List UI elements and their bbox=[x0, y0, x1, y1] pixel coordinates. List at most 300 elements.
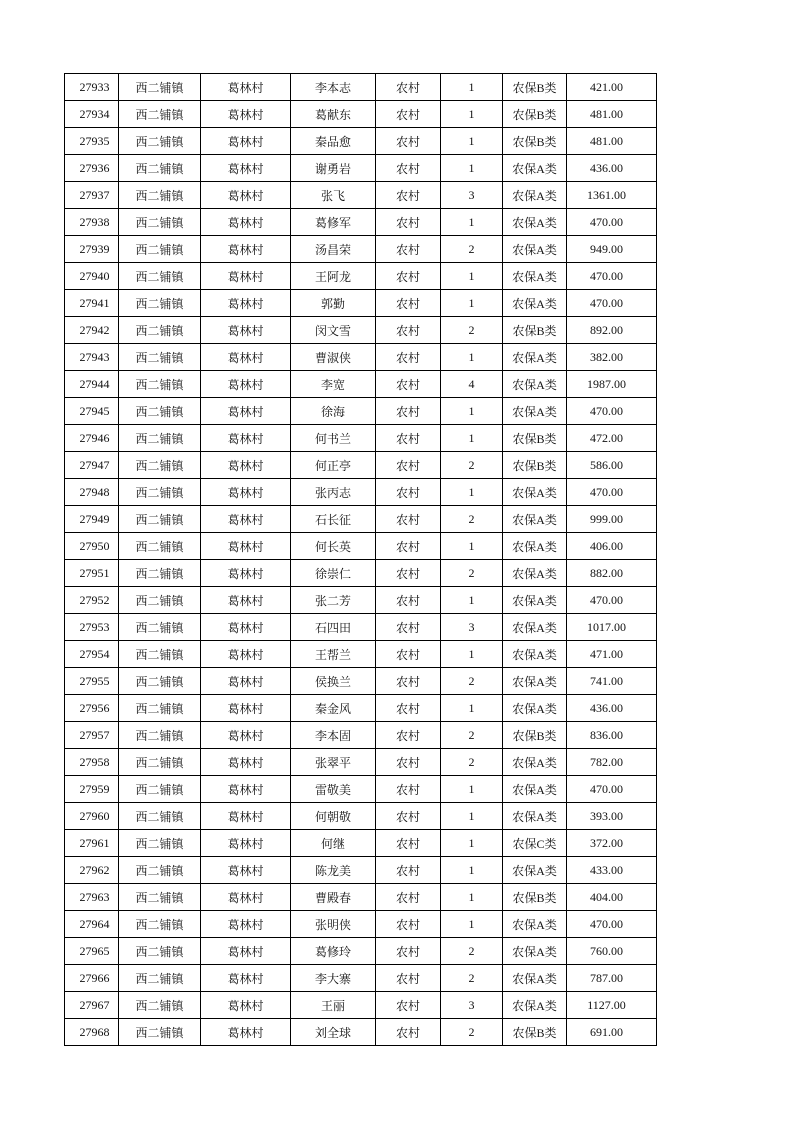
table-row bbox=[65, 398, 657, 425]
amount-cell: 1127.00 bbox=[567, 992, 657, 1019]
village-cell: 葛林村 bbox=[201, 614, 291, 641]
town-cell: 西二铺镇 bbox=[119, 236, 201, 263]
village-cell: 葛林村 bbox=[201, 965, 291, 992]
record-id-cell: 27933 bbox=[65, 74, 119, 101]
village-cell: 葛林村 bbox=[201, 74, 291, 101]
town-cell: 西二铺镇 bbox=[119, 506, 201, 533]
table-row bbox=[65, 857, 657, 884]
insurance-category-cell: 农保A类 bbox=[503, 560, 567, 587]
table-row bbox=[65, 506, 657, 533]
record-id-cell: 27952 bbox=[65, 587, 119, 614]
record-id-cell: 27947 bbox=[65, 452, 119, 479]
amount-cell: 470.00 bbox=[567, 290, 657, 317]
village-cell: 葛林村 bbox=[201, 182, 291, 209]
town-cell: 西二铺镇 bbox=[119, 263, 201, 290]
table-row bbox=[65, 695, 657, 722]
person-name-cell: 张丙志 bbox=[291, 479, 376, 506]
amount-cell: 421.00 bbox=[567, 74, 657, 101]
residence-type-cell: 农村 bbox=[376, 533, 441, 560]
record-id-cell: 27953 bbox=[65, 614, 119, 641]
amount-cell: 472.00 bbox=[567, 425, 657, 452]
village-cell: 葛林村 bbox=[201, 1019, 291, 1046]
person-name-cell: 葛修玲 bbox=[291, 938, 376, 965]
amount-cell: 470.00 bbox=[567, 263, 657, 290]
insurance-category-cell: 农保A类 bbox=[503, 641, 567, 668]
amount-cell: 393.00 bbox=[567, 803, 657, 830]
town-cell: 西二铺镇 bbox=[119, 452, 201, 479]
residence-type-cell: 农村 bbox=[376, 317, 441, 344]
residence-type-cell: 农村 bbox=[376, 695, 441, 722]
residence-type-cell: 农村 bbox=[376, 236, 441, 263]
person-name-cell: 秦金风 bbox=[291, 695, 376, 722]
village-cell: 葛林村 bbox=[201, 668, 291, 695]
person-count-cell: 2 bbox=[441, 965, 503, 992]
person-name-cell: 曹殿春 bbox=[291, 884, 376, 911]
village-cell: 葛林村 bbox=[201, 371, 291, 398]
insurance-category-cell: 农保A类 bbox=[503, 344, 567, 371]
record-id-cell: 27951 bbox=[65, 560, 119, 587]
record-id-cell: 27949 bbox=[65, 506, 119, 533]
insurance-category-cell: 农保A类 bbox=[503, 668, 567, 695]
person-name-cell: 葛修军 bbox=[291, 209, 376, 236]
residence-type-cell: 农村 bbox=[376, 74, 441, 101]
person-name-cell: 王帮兰 bbox=[291, 641, 376, 668]
residence-type-cell: 农村 bbox=[376, 938, 441, 965]
insurance-category-cell: 农保B类 bbox=[503, 74, 567, 101]
record-id-cell: 27938 bbox=[65, 209, 119, 236]
residence-type-cell: 农村 bbox=[376, 857, 441, 884]
residence-type-cell: 农村 bbox=[376, 452, 441, 479]
residence-type-cell: 农村 bbox=[376, 776, 441, 803]
amount-cell: 787.00 bbox=[567, 965, 657, 992]
record-id-cell: 27936 bbox=[65, 155, 119, 182]
residence-type-cell: 农村 bbox=[376, 803, 441, 830]
record-id-cell: 27937 bbox=[65, 182, 119, 209]
amount-cell: 471.00 bbox=[567, 641, 657, 668]
insurance-category-cell: 农保A类 bbox=[503, 749, 567, 776]
insurance-category-cell: 农保A类 bbox=[503, 290, 567, 317]
record-id-cell: 27958 bbox=[65, 749, 119, 776]
amount-cell: 481.00 bbox=[567, 128, 657, 155]
person-name-cell: 葛献东 bbox=[291, 101, 376, 128]
town-cell: 西二铺镇 bbox=[119, 614, 201, 641]
person-count-cell: 1 bbox=[441, 425, 503, 452]
amount-cell: 586.00 bbox=[567, 452, 657, 479]
insurance-category-cell: 农保A类 bbox=[503, 209, 567, 236]
table-row bbox=[65, 641, 657, 668]
person-name-cell: 李宽 bbox=[291, 371, 376, 398]
record-id-cell: 27945 bbox=[65, 398, 119, 425]
town-cell: 西二铺镇 bbox=[119, 344, 201, 371]
person-name-cell: 汤昌荣 bbox=[291, 236, 376, 263]
person-count-cell: 2 bbox=[441, 560, 503, 587]
residence-type-cell: 农村 bbox=[376, 128, 441, 155]
record-id-cell: 27964 bbox=[65, 911, 119, 938]
amount-cell: 760.00 bbox=[567, 938, 657, 965]
table-body bbox=[65, 74, 657, 1046]
person-count-cell: 1 bbox=[441, 911, 503, 938]
residence-type-cell: 农村 bbox=[376, 263, 441, 290]
town-cell: 西二铺镇 bbox=[119, 128, 201, 155]
person-name-cell: 王丽 bbox=[291, 992, 376, 1019]
person-name-cell: 李大寨 bbox=[291, 965, 376, 992]
table-row bbox=[65, 776, 657, 803]
person-name-cell: 张二芳 bbox=[291, 587, 376, 614]
amount-cell: 406.00 bbox=[567, 533, 657, 560]
insurance-category-cell: 农保A类 bbox=[503, 182, 567, 209]
insurance-category-cell: 农保A类 bbox=[503, 776, 567, 803]
person-count-cell: 2 bbox=[441, 722, 503, 749]
town-cell: 西二铺镇 bbox=[119, 668, 201, 695]
beneficiary-table bbox=[64, 73, 657, 1046]
village-cell: 葛林村 bbox=[201, 452, 291, 479]
insurance-category-cell: 农保A类 bbox=[503, 533, 567, 560]
person-count-cell: 2 bbox=[441, 452, 503, 479]
town-cell: 西二铺镇 bbox=[119, 641, 201, 668]
town-cell: 西二铺镇 bbox=[119, 290, 201, 317]
table-row bbox=[65, 1019, 657, 1046]
person-count-cell: 1 bbox=[441, 884, 503, 911]
person-count-cell: 2 bbox=[441, 749, 503, 776]
village-cell: 葛林村 bbox=[201, 506, 291, 533]
record-id-cell: 27944 bbox=[65, 371, 119, 398]
residence-type-cell: 农村 bbox=[376, 749, 441, 776]
town-cell: 西二铺镇 bbox=[119, 533, 201, 560]
town-cell: 西二铺镇 bbox=[119, 209, 201, 236]
residence-type-cell: 农村 bbox=[376, 614, 441, 641]
village-cell: 葛林村 bbox=[201, 425, 291, 452]
town-cell: 西二铺镇 bbox=[119, 101, 201, 128]
table-row bbox=[65, 938, 657, 965]
amount-cell: 436.00 bbox=[567, 155, 657, 182]
village-cell: 葛林村 bbox=[201, 101, 291, 128]
town-cell: 西二铺镇 bbox=[119, 425, 201, 452]
amount-cell: 1987.00 bbox=[567, 371, 657, 398]
person-count-cell: 4 bbox=[441, 371, 503, 398]
residence-type-cell: 农村 bbox=[376, 641, 441, 668]
town-cell: 西二铺镇 bbox=[119, 74, 201, 101]
table-row bbox=[65, 479, 657, 506]
person-name-cell: 何书兰 bbox=[291, 425, 376, 452]
town-cell: 西二铺镇 bbox=[119, 587, 201, 614]
insurance-category-cell: 农保A类 bbox=[503, 992, 567, 1019]
person-name-cell: 刘全球 bbox=[291, 1019, 376, 1046]
insurance-category-cell: 农保A类 bbox=[503, 614, 567, 641]
residence-type-cell: 农村 bbox=[376, 965, 441, 992]
person-count-cell: 1 bbox=[441, 398, 503, 425]
village-cell: 葛林村 bbox=[201, 641, 291, 668]
record-id-cell: 27957 bbox=[65, 722, 119, 749]
record-id-cell: 27966 bbox=[65, 965, 119, 992]
person-count-cell: 3 bbox=[441, 614, 503, 641]
record-id-cell: 27946 bbox=[65, 425, 119, 452]
insurance-category-cell: 农保C类 bbox=[503, 830, 567, 857]
amount-cell: 1361.00 bbox=[567, 182, 657, 209]
person-count-cell: 1 bbox=[441, 641, 503, 668]
village-cell: 葛林村 bbox=[201, 344, 291, 371]
table-row bbox=[65, 668, 657, 695]
village-cell: 葛林村 bbox=[201, 695, 291, 722]
village-cell: 葛林村 bbox=[201, 398, 291, 425]
person-name-cell: 王阿龙 bbox=[291, 263, 376, 290]
amount-cell: 470.00 bbox=[567, 398, 657, 425]
person-name-cell: 何长英 bbox=[291, 533, 376, 560]
table-row bbox=[65, 830, 657, 857]
amount-cell: 433.00 bbox=[567, 857, 657, 884]
record-id-cell: 27935 bbox=[65, 128, 119, 155]
residence-type-cell: 农村 bbox=[376, 398, 441, 425]
person-name-cell: 闵文雪 bbox=[291, 317, 376, 344]
village-cell: 葛林村 bbox=[201, 236, 291, 263]
amount-cell: 481.00 bbox=[567, 101, 657, 128]
amount-cell: 404.00 bbox=[567, 884, 657, 911]
person-name-cell: 徐崇仁 bbox=[291, 560, 376, 587]
person-count-cell: 1 bbox=[441, 857, 503, 884]
amount-cell: 1017.00 bbox=[567, 614, 657, 641]
person-name-cell: 张明侠 bbox=[291, 911, 376, 938]
person-count-cell: 1 bbox=[441, 695, 503, 722]
record-id-cell: 27961 bbox=[65, 830, 119, 857]
record-id-cell: 27959 bbox=[65, 776, 119, 803]
residence-type-cell: 农村 bbox=[376, 668, 441, 695]
amount-cell: 470.00 bbox=[567, 911, 657, 938]
insurance-category-cell: 农保A类 bbox=[503, 506, 567, 533]
person-name-cell: 侯换兰 bbox=[291, 668, 376, 695]
record-id-cell: 27963 bbox=[65, 884, 119, 911]
record-id-cell: 27962 bbox=[65, 857, 119, 884]
amount-cell: 741.00 bbox=[567, 668, 657, 695]
residence-type-cell: 农村 bbox=[376, 992, 441, 1019]
record-id-cell: 27965 bbox=[65, 938, 119, 965]
person-name-cell: 曹淑侠 bbox=[291, 344, 376, 371]
insurance-category-cell: 农保B类 bbox=[503, 128, 567, 155]
person-name-cell: 陈龙美 bbox=[291, 857, 376, 884]
person-name-cell: 张翠平 bbox=[291, 749, 376, 776]
town-cell: 西二铺镇 bbox=[119, 1019, 201, 1046]
village-cell: 葛林村 bbox=[201, 155, 291, 182]
person-count-cell: 3 bbox=[441, 992, 503, 1019]
town-cell: 西二铺镇 bbox=[119, 938, 201, 965]
village-cell: 葛林村 bbox=[201, 533, 291, 560]
table-row bbox=[65, 911, 657, 938]
person-name-cell: 郭勤 bbox=[291, 290, 376, 317]
residence-type-cell: 农村 bbox=[376, 884, 441, 911]
person-count-cell: 1 bbox=[441, 155, 503, 182]
insurance-category-cell: 农保A类 bbox=[503, 803, 567, 830]
village-cell: 葛林村 bbox=[201, 128, 291, 155]
person-count-cell: 2 bbox=[441, 1019, 503, 1046]
village-cell: 葛林村 bbox=[201, 587, 291, 614]
person-count-cell: 1 bbox=[441, 290, 503, 317]
person-count-cell: 1 bbox=[441, 128, 503, 155]
table-row bbox=[65, 749, 657, 776]
insurance-category-cell: 农保B类 bbox=[503, 452, 567, 479]
table-row bbox=[65, 560, 657, 587]
record-id-cell: 27960 bbox=[65, 803, 119, 830]
amount-cell: 470.00 bbox=[567, 209, 657, 236]
person-count-cell: 1 bbox=[441, 101, 503, 128]
insurance-category-cell: 农保A类 bbox=[503, 938, 567, 965]
amount-cell: 436.00 bbox=[567, 695, 657, 722]
residence-type-cell: 农村 bbox=[376, 830, 441, 857]
residence-type-cell: 农村 bbox=[376, 587, 441, 614]
person-name-cell: 何朝敬 bbox=[291, 803, 376, 830]
insurance-category-cell: 农保A类 bbox=[503, 911, 567, 938]
town-cell: 西二铺镇 bbox=[119, 830, 201, 857]
insurance-category-cell: 农保B类 bbox=[503, 317, 567, 344]
person-name-cell: 徐海 bbox=[291, 398, 376, 425]
residence-type-cell: 农村 bbox=[376, 209, 441, 236]
person-count-cell: 3 bbox=[441, 182, 503, 209]
table-row bbox=[65, 290, 657, 317]
person-name-cell: 何继 bbox=[291, 830, 376, 857]
table-row bbox=[65, 452, 657, 479]
person-count-cell: 2 bbox=[441, 668, 503, 695]
person-count-cell: 1 bbox=[441, 74, 503, 101]
table-row bbox=[65, 587, 657, 614]
residence-type-cell: 农村 bbox=[376, 182, 441, 209]
village-cell: 葛林村 bbox=[201, 803, 291, 830]
person-count-cell: 1 bbox=[441, 776, 503, 803]
table-row bbox=[65, 722, 657, 749]
table-row bbox=[65, 209, 657, 236]
record-id-cell: 27948 bbox=[65, 479, 119, 506]
person-name-cell: 张飞 bbox=[291, 182, 376, 209]
table-row bbox=[65, 992, 657, 1019]
village-cell: 葛林村 bbox=[201, 209, 291, 236]
town-cell: 西二铺镇 bbox=[119, 371, 201, 398]
residence-type-cell: 农村 bbox=[376, 560, 441, 587]
town-cell: 西二铺镇 bbox=[119, 803, 201, 830]
insurance-category-cell: 农保B类 bbox=[503, 884, 567, 911]
person-count-cell: 1 bbox=[441, 830, 503, 857]
person-name-cell: 何正亭 bbox=[291, 452, 376, 479]
town-cell: 西二铺镇 bbox=[119, 857, 201, 884]
town-cell: 西二铺镇 bbox=[119, 695, 201, 722]
town-cell: 西二铺镇 bbox=[119, 884, 201, 911]
insurance-category-cell: 农保A类 bbox=[503, 479, 567, 506]
record-id-cell: 27950 bbox=[65, 533, 119, 560]
insurance-category-cell: 农保A类 bbox=[503, 695, 567, 722]
record-id-cell: 27956 bbox=[65, 695, 119, 722]
insurance-category-cell: 农保A类 bbox=[503, 857, 567, 884]
village-cell: 葛林村 bbox=[201, 830, 291, 857]
insurance-category-cell: 农保A类 bbox=[503, 155, 567, 182]
village-cell: 葛林村 bbox=[201, 290, 291, 317]
table-row bbox=[65, 371, 657, 398]
table-row bbox=[65, 263, 657, 290]
residence-type-cell: 农村 bbox=[376, 344, 441, 371]
town-cell: 西二铺镇 bbox=[119, 398, 201, 425]
person-count-cell: 1 bbox=[441, 344, 503, 371]
village-cell: 葛林村 bbox=[201, 317, 291, 344]
village-cell: 葛林村 bbox=[201, 749, 291, 776]
insurance-category-cell: 农保B类 bbox=[503, 425, 567, 452]
residence-type-cell: 农村 bbox=[376, 479, 441, 506]
residence-type-cell: 农村 bbox=[376, 101, 441, 128]
table-row bbox=[65, 965, 657, 992]
insurance-category-cell: 农保A类 bbox=[503, 263, 567, 290]
residence-type-cell: 农村 bbox=[376, 371, 441, 398]
table-row bbox=[65, 344, 657, 371]
village-cell: 葛林村 bbox=[201, 857, 291, 884]
record-id-cell: 27955 bbox=[65, 668, 119, 695]
insurance-category-cell: 农保B类 bbox=[503, 722, 567, 749]
town-cell: 西二铺镇 bbox=[119, 155, 201, 182]
insurance-category-cell: 农保B类 bbox=[503, 101, 567, 128]
record-id-cell: 27968 bbox=[65, 1019, 119, 1046]
person-count-cell: 2 bbox=[441, 236, 503, 263]
record-id-cell: 27941 bbox=[65, 290, 119, 317]
village-cell: 葛林村 bbox=[201, 722, 291, 749]
residence-type-cell: 农村 bbox=[376, 425, 441, 452]
table-row bbox=[65, 101, 657, 128]
village-cell: 葛林村 bbox=[201, 911, 291, 938]
table-row bbox=[65, 317, 657, 344]
amount-cell: 782.00 bbox=[567, 749, 657, 776]
insurance-category-cell: 农保B类 bbox=[503, 1019, 567, 1046]
table-row bbox=[65, 236, 657, 263]
person-count-cell: 2 bbox=[441, 506, 503, 533]
town-cell: 西二铺镇 bbox=[119, 965, 201, 992]
town-cell: 西二铺镇 bbox=[119, 182, 201, 209]
person-count-cell: 2 bbox=[441, 938, 503, 965]
village-cell: 葛林村 bbox=[201, 938, 291, 965]
person-name-cell: 石四田 bbox=[291, 614, 376, 641]
amount-cell: 882.00 bbox=[567, 560, 657, 587]
residence-type-cell: 农村 bbox=[376, 155, 441, 182]
insurance-category-cell: 农保A类 bbox=[503, 398, 567, 425]
amount-cell: 999.00 bbox=[567, 506, 657, 533]
record-id-cell: 27967 bbox=[65, 992, 119, 1019]
residence-type-cell: 农村 bbox=[376, 722, 441, 749]
table-row bbox=[65, 884, 657, 911]
record-id-cell: 27940 bbox=[65, 263, 119, 290]
insurance-category-cell: 农保A类 bbox=[503, 371, 567, 398]
town-cell: 西二铺镇 bbox=[119, 749, 201, 776]
table-row bbox=[65, 533, 657, 560]
town-cell: 西二铺镇 bbox=[119, 992, 201, 1019]
person-count-cell: 1 bbox=[441, 263, 503, 290]
record-id-cell: 27942 bbox=[65, 317, 119, 344]
table-row bbox=[65, 128, 657, 155]
table-row bbox=[65, 425, 657, 452]
amount-cell: 372.00 bbox=[567, 830, 657, 857]
record-id-cell: 27934 bbox=[65, 101, 119, 128]
residence-type-cell: 农村 bbox=[376, 1019, 441, 1046]
person-count-cell: 1 bbox=[441, 533, 503, 560]
village-cell: 葛林村 bbox=[201, 263, 291, 290]
village-cell: 葛林村 bbox=[201, 884, 291, 911]
town-cell: 西二铺镇 bbox=[119, 560, 201, 587]
person-count-cell: 2 bbox=[441, 317, 503, 344]
town-cell: 西二铺镇 bbox=[119, 722, 201, 749]
amount-cell: 949.00 bbox=[567, 236, 657, 263]
insurance-category-cell: 农保A类 bbox=[503, 965, 567, 992]
table-row bbox=[65, 614, 657, 641]
amount-cell: 836.00 bbox=[567, 722, 657, 749]
person-name-cell: 李本固 bbox=[291, 722, 376, 749]
amount-cell: 691.00 bbox=[567, 1019, 657, 1046]
person-count-cell: 1 bbox=[441, 209, 503, 236]
residence-type-cell: 农村 bbox=[376, 290, 441, 317]
amount-cell: 470.00 bbox=[567, 776, 657, 803]
person-count-cell: 1 bbox=[441, 803, 503, 830]
town-cell: 西二铺镇 bbox=[119, 317, 201, 344]
person-count-cell: 1 bbox=[441, 587, 503, 614]
person-name-cell: 秦品愈 bbox=[291, 128, 376, 155]
village-cell: 葛林村 bbox=[201, 560, 291, 587]
